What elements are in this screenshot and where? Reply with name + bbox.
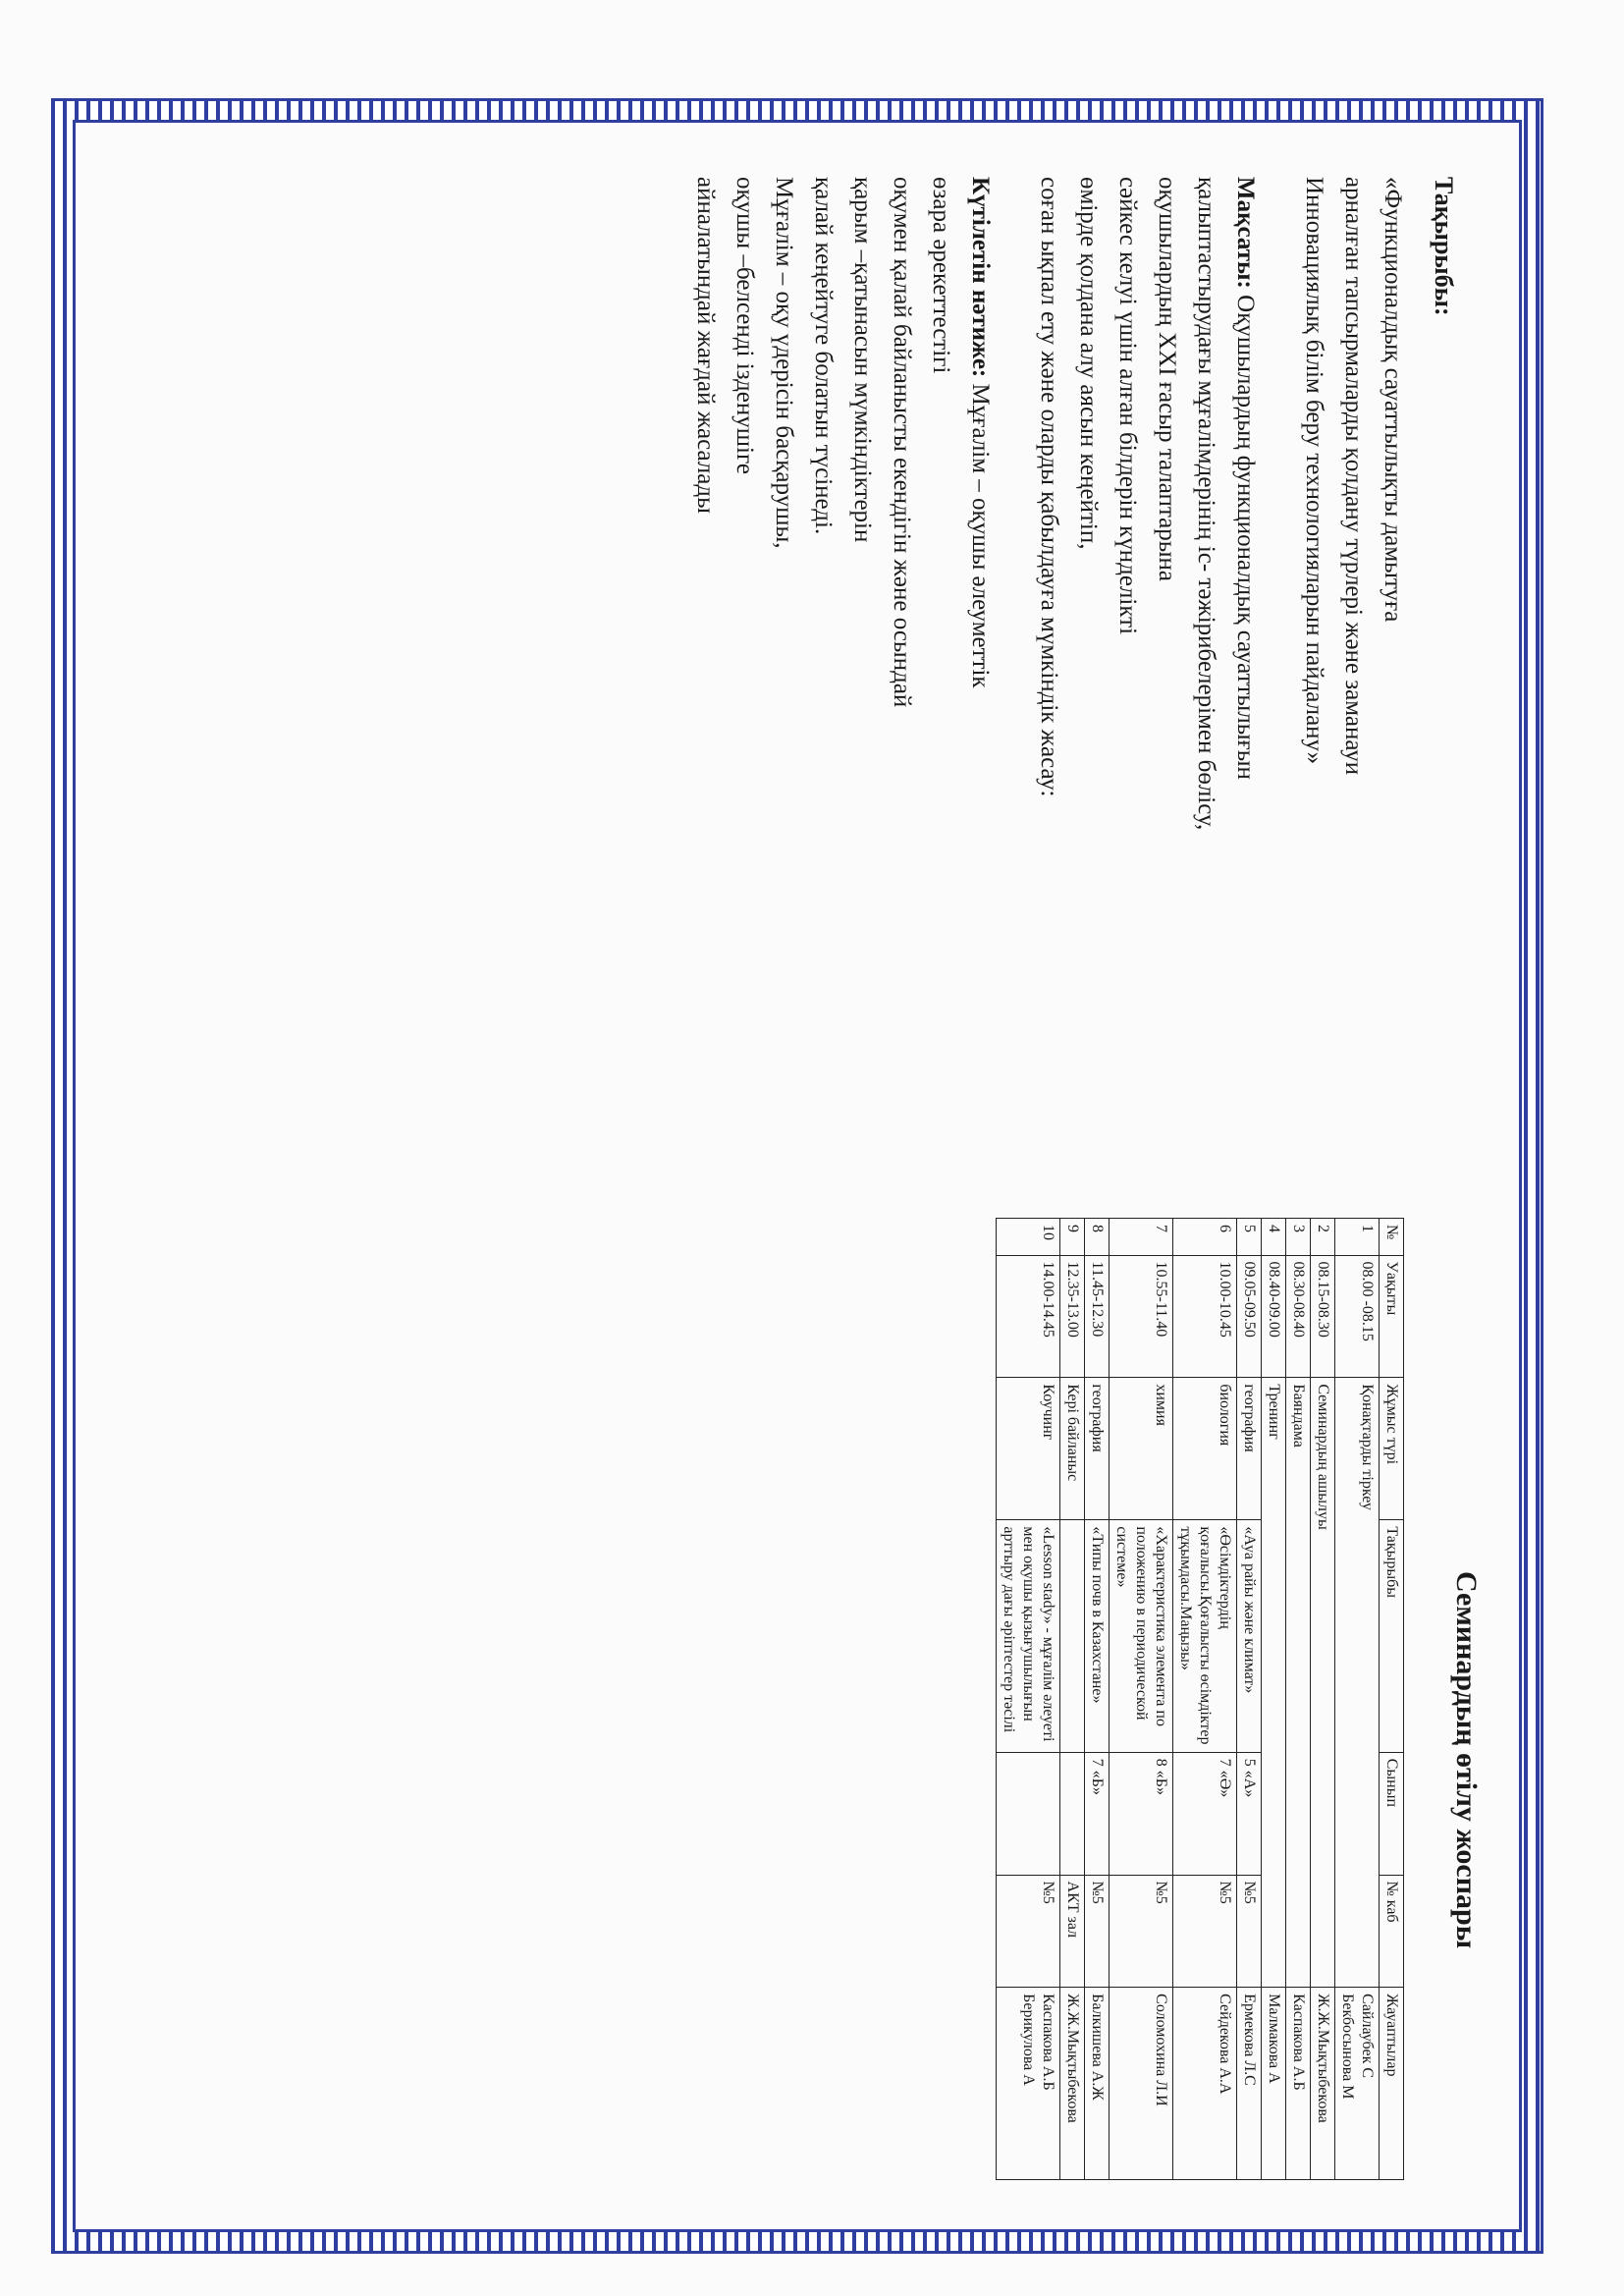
header-cabinet: № каб — [1380, 1875, 1404, 1988]
header-work-type: Жұмыс түрі — [1380, 1378, 1404, 1520]
cell-number: 2 — [1311, 1219, 1335, 1256]
cell-topic: «Характеристика элемента по положению в периодической системе» — [1110, 1520, 1173, 1752]
cell-number: 8 — [1085, 1219, 1110, 1256]
cell-time: 08.30-08.40 — [1286, 1255, 1311, 1378]
cell-responsible: Ж.Ж.Мықтыбекова — [1060, 1988, 1085, 2180]
cell-cabinet: АКТ зал — [1060, 1875, 1085, 1988]
topic-line: «Функционалдық сауаттылықты дамытуға — [1380, 177, 1406, 623]
table-body — [997, 1219, 1380, 2180]
goal-line: соған ықпал ету және оларды қабылдауға мүмкіндік жасау: — [1036, 177, 1062, 797]
result-line: қарым –қатынасын мүмкіндіктерін — [849, 177, 876, 543]
cell-work-type: Кері байланыс — [1060, 1378, 1085, 1520]
cell-number: 7 — [1110, 1219, 1173, 1256]
cell-time: 10.55-11.40 — [1110, 1255, 1173, 1378]
table-row — [1262, 1219, 1286, 2180]
table-row — [1085, 1219, 1110, 2180]
table-row — [1110, 1219, 1173, 2180]
topic-text — [1294, 177, 1412, 982]
goal-line: сәйкес келуі үшін алған білдерін күнделікті — [1114, 177, 1141, 635]
cell-topic: «Өсімдіктердің қоғалысы.Қоғалысты өсімдіктер тұқымдасы.Маңызы» — [1173, 1520, 1237, 1752]
cell-responsible: Каспакова А.Б Берикулова А — [997, 1988, 1060, 2180]
table-row — [997, 1219, 1060, 2180]
cell-responsible: Балкишева А.Ж — [1085, 1988, 1110, 2180]
cell-work-type: химия — [1110, 1378, 1173, 1520]
table-row — [1060, 1219, 1085, 2180]
goal-line: Оқушылардың функционалдық сауаттылығын — [1232, 295, 1259, 780]
table-row — [1311, 1219, 1335, 2180]
cell-class — [997, 1752, 1060, 1875]
cell-work-type: Қонақтарды тіркеу — [1335, 1378, 1380, 1988]
cell-work-type: Коучинг — [997, 1378, 1060, 1520]
table-header-row — [1380, 1219, 1404, 2180]
result-line: оқумен қалай байланысты екендігін және осындай — [889, 177, 915, 708]
cell-topic: «Ауа райы және климат» — [1237, 1520, 1262, 1752]
cell-work-type: Семинардың ашылуы — [1311, 1378, 1335, 1988]
cell-work-type: география — [1237, 1378, 1262, 1520]
cell-topic — [1060, 1520, 1085, 1752]
cell-responsible: Малмакова А — [1262, 1988, 1286, 2180]
cell-work-type: биология — [1173, 1378, 1237, 1520]
header-responsible: Жауаптылар — [1380, 1988, 1404, 2180]
cell-number: 9 — [1060, 1219, 1085, 1256]
cell-time: 08.40-09.00 — [1262, 1255, 1286, 1378]
cell-class: 7 «Ә» — [1173, 1752, 1237, 1875]
seminar-plan-table — [996, 1218, 1404, 2180]
table-row — [1286, 1219, 1311, 2180]
result-line: Мұғалім – оқу үдерісін басқарушы, — [771, 177, 797, 549]
cell-number: 4 — [1262, 1219, 1286, 1256]
cell-number: 6 — [1173, 1219, 1237, 1256]
cell-cabinet: №5 — [1237, 1875, 1262, 1988]
cell-work-type: Баяндама — [1286, 1378, 1311, 1988]
cell-time: 08.00 -08.15 — [1335, 1255, 1380, 1378]
cell-number: 3 — [1286, 1219, 1311, 1256]
header-time: Уақыты — [1380, 1255, 1404, 1378]
cell-responsible: Сейдекова А.А — [1173, 1988, 1237, 2180]
cell-class — [1060, 1752, 1085, 1875]
cell-cabinet: №5 — [1173, 1875, 1237, 1988]
cell-number: 5 — [1237, 1219, 1262, 1256]
cell-cabinet: №5 — [1110, 1875, 1173, 1988]
cell-time: 08.15-08.30 — [1311, 1255, 1335, 1378]
cell-responsible: Соломохина Л.И — [1110, 1988, 1173, 2180]
cell-number: 1 — [1335, 1219, 1380, 1256]
goal-line: қалыптастырудағы мұғалімдерінің іс- тәжірибелерімен бөлісу, — [1193, 177, 1219, 831]
cell-cabinet: №5 — [1085, 1875, 1110, 1988]
result-line: айналатындай жағдай жасалады — [692, 177, 719, 514]
cell-time: 09.05-09.50 — [1237, 1255, 1262, 1378]
table-row — [1173, 1219, 1237, 2180]
result-line: Мұғалім – оқушы әлеуметтік — [967, 383, 994, 688]
header-class: Сынып — [1380, 1752, 1404, 1875]
goal-line: өмірде қолдана алу аясын кеңейтіп, — [1075, 177, 1102, 550]
cell-cabinet: №5 — [997, 1875, 1060, 1988]
page-content — [88, 137, 1522, 2229]
topic-line: арналған тапсырмаларды қолдану түрлері және заманауи — [1340, 177, 1367, 776]
cell-time: 11.45-12.30 — [1085, 1255, 1110, 1378]
goal-line: оқушылардың XXI ғасыр талаптарына — [1154, 177, 1180, 582]
cell-responsible: Сайлаубек С Бекбосынова М — [1335, 1988, 1380, 2180]
goal-text — [1029, 177, 1265, 982]
cell-topic: «Lesson stady» - мұғалім әлеуеті мен оқушы қызығушылығын арттыру дағы әріптестер тәсілі — [997, 1520, 1060, 1752]
table-row — [1237, 1219, 1262, 2180]
cell-topic: «Типы почв в Казахстане» — [1085, 1520, 1110, 1752]
cell-class: 7 «Б» — [1085, 1752, 1110, 1875]
cell-time: 10.00-10.45 — [1173, 1255, 1237, 1378]
cell-responsible: Каспакова А.Б — [1286, 1988, 1311, 2180]
plan-title: Семинардың өтілу жоспары — [1450, 1571, 1483, 1949]
cell-responsible: Ж.Ж.Мықтыбекова — [1311, 1988, 1335, 2180]
cell-class: 5 «А» — [1237, 1752, 1262, 1875]
cell-time: 12.35-13.00 — [1060, 1255, 1085, 1378]
rotated-page — [88, 137, 1522, 2229]
result-line: қалай кеңейтуге болатын түсінеді. — [810, 177, 837, 535]
cell-time: 14.00-14.45 — [997, 1255, 1060, 1378]
header-number: № — [1380, 1219, 1404, 1256]
cell-number: 10 — [997, 1219, 1060, 1256]
cell-work-type: Тренинг — [1262, 1378, 1286, 1988]
cell-responsible: Ермекова Л.С — [1237, 1988, 1262, 2180]
topic-line: Инновациялық білім беру технологияларын пайдалану» — [1301, 177, 1327, 765]
result-label: Күтілетін нәтиже: — [967, 177, 994, 378]
cell-class: 8 «Б» — [1110, 1752, 1173, 1875]
header-topic: Тақырыбы — [1380, 1520, 1404, 1752]
result-line: оқушы –белсенді ізденушіге — [731, 177, 758, 474]
cell-work-type: география — [1085, 1378, 1110, 1520]
result-text — [685, 177, 1000, 982]
seminar-description — [656, 177, 1463, 982]
table-row — [1335, 1219, 1380, 2180]
goal-label: Мақсаты: — [1232, 177, 1259, 289]
result-line: өзара әрекеттестігі — [928, 177, 954, 374]
topic-heading: Тақырыбы: — [1430, 177, 1458, 316]
